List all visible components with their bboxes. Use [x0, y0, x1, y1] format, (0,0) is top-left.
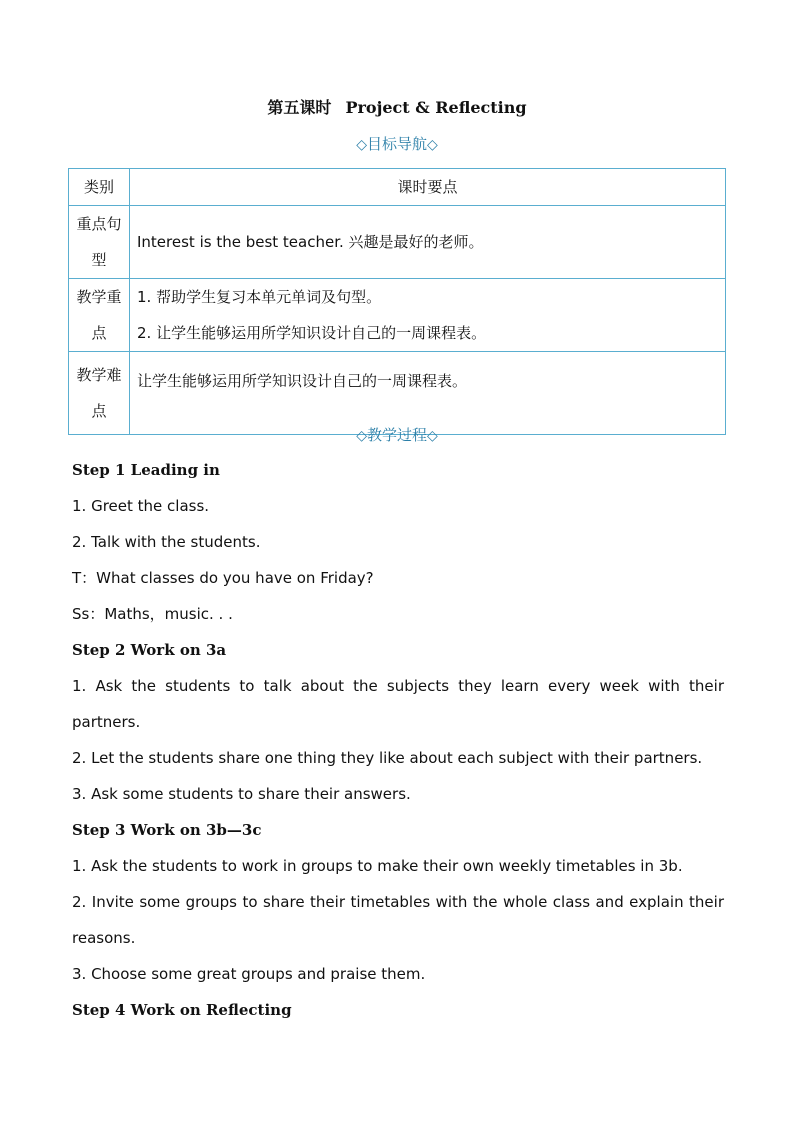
step-line: 1. Ask the students to work in groups to make their own weekly timetables in 3b.	[72, 857, 683, 875]
header-points: 课时要点	[130, 169, 726, 206]
step-heading: Step 3 Work on 3b—3c	[72, 821, 262, 839]
process-section-label: 教学过程	[366, 426, 427, 444]
table-row	[69, 279, 726, 352]
goal-section-label: 目标导航	[366, 135, 427, 153]
step-line: 3. Choose some great groups and praise them.	[72, 965, 426, 983]
page-title	[0, 97, 794, 119]
row-category: 教学重点	[69, 279, 130, 352]
row-category: 教学难点	[69, 352, 130, 435]
step-line: 3. Ask some students to share their answers.	[72, 785, 411, 803]
step-heading: Step 2 Work on 3a	[72, 641, 227, 659]
row-line: 让学生能够运用所学知识设计自己的一周课程表。	[137, 372, 468, 390]
step-line: T：What classes do you have on Friday?	[72, 569, 374, 587]
step-line: 1. Ask the students to talk about the subjects they learn every week with their	[72, 677, 724, 695]
goal-section-heading	[0, 133, 794, 156]
row-content	[130, 206, 726, 279]
title-en: Project & Reflecting	[345, 98, 527, 117]
process-section-heading	[0, 424, 794, 447]
step-line: 2. Let the students share one thing they like about each subject with their partners.	[72, 749, 703, 767]
title-cn: 第五课时	[267, 98, 332, 117]
row-content	[130, 279, 726, 352]
header-category: 类别	[69, 169, 130, 206]
diamond-icon: ◇	[427, 137, 438, 153]
table-row	[69, 206, 726, 279]
diamond-icon: ◇	[427, 428, 438, 444]
step-line: reasons.	[72, 929, 136, 947]
table-row	[69, 352, 726, 435]
step-line: partners.	[72, 713, 141, 731]
goals-table	[68, 168, 726, 435]
step-line: 2. Invite some groups to share their timetables with the whole class and explain their	[72, 893, 724, 911]
row-line: 1. 帮助学生复习本单元单词及句型。	[137, 288, 382, 306]
diamond-icon: ◇	[356, 137, 367, 153]
row-line: Interest is the best teacher. 兴趣是最好的老师。	[137, 233, 484, 251]
row-line: 2. 让学生能够运用所学知识设计自己的一周课程表。	[137, 324, 487, 342]
row-content	[130, 352, 726, 435]
table-header-row	[69, 169, 726, 206]
teaching-process	[72, 452, 724, 1028]
step-line: 1. Greet the class.	[72, 497, 210, 515]
step-heading: Step 4 Work on Reflecting	[72, 1001, 292, 1019]
step-line: 2. Talk with the students.	[72, 533, 261, 551]
step-line: Ss：Maths，music. . .	[72, 605, 233, 623]
diamond-icon: ◇	[356, 428, 367, 444]
row-category: 重点句型	[69, 206, 130, 279]
step-heading: Step 1 Leading in	[72, 461, 220, 479]
